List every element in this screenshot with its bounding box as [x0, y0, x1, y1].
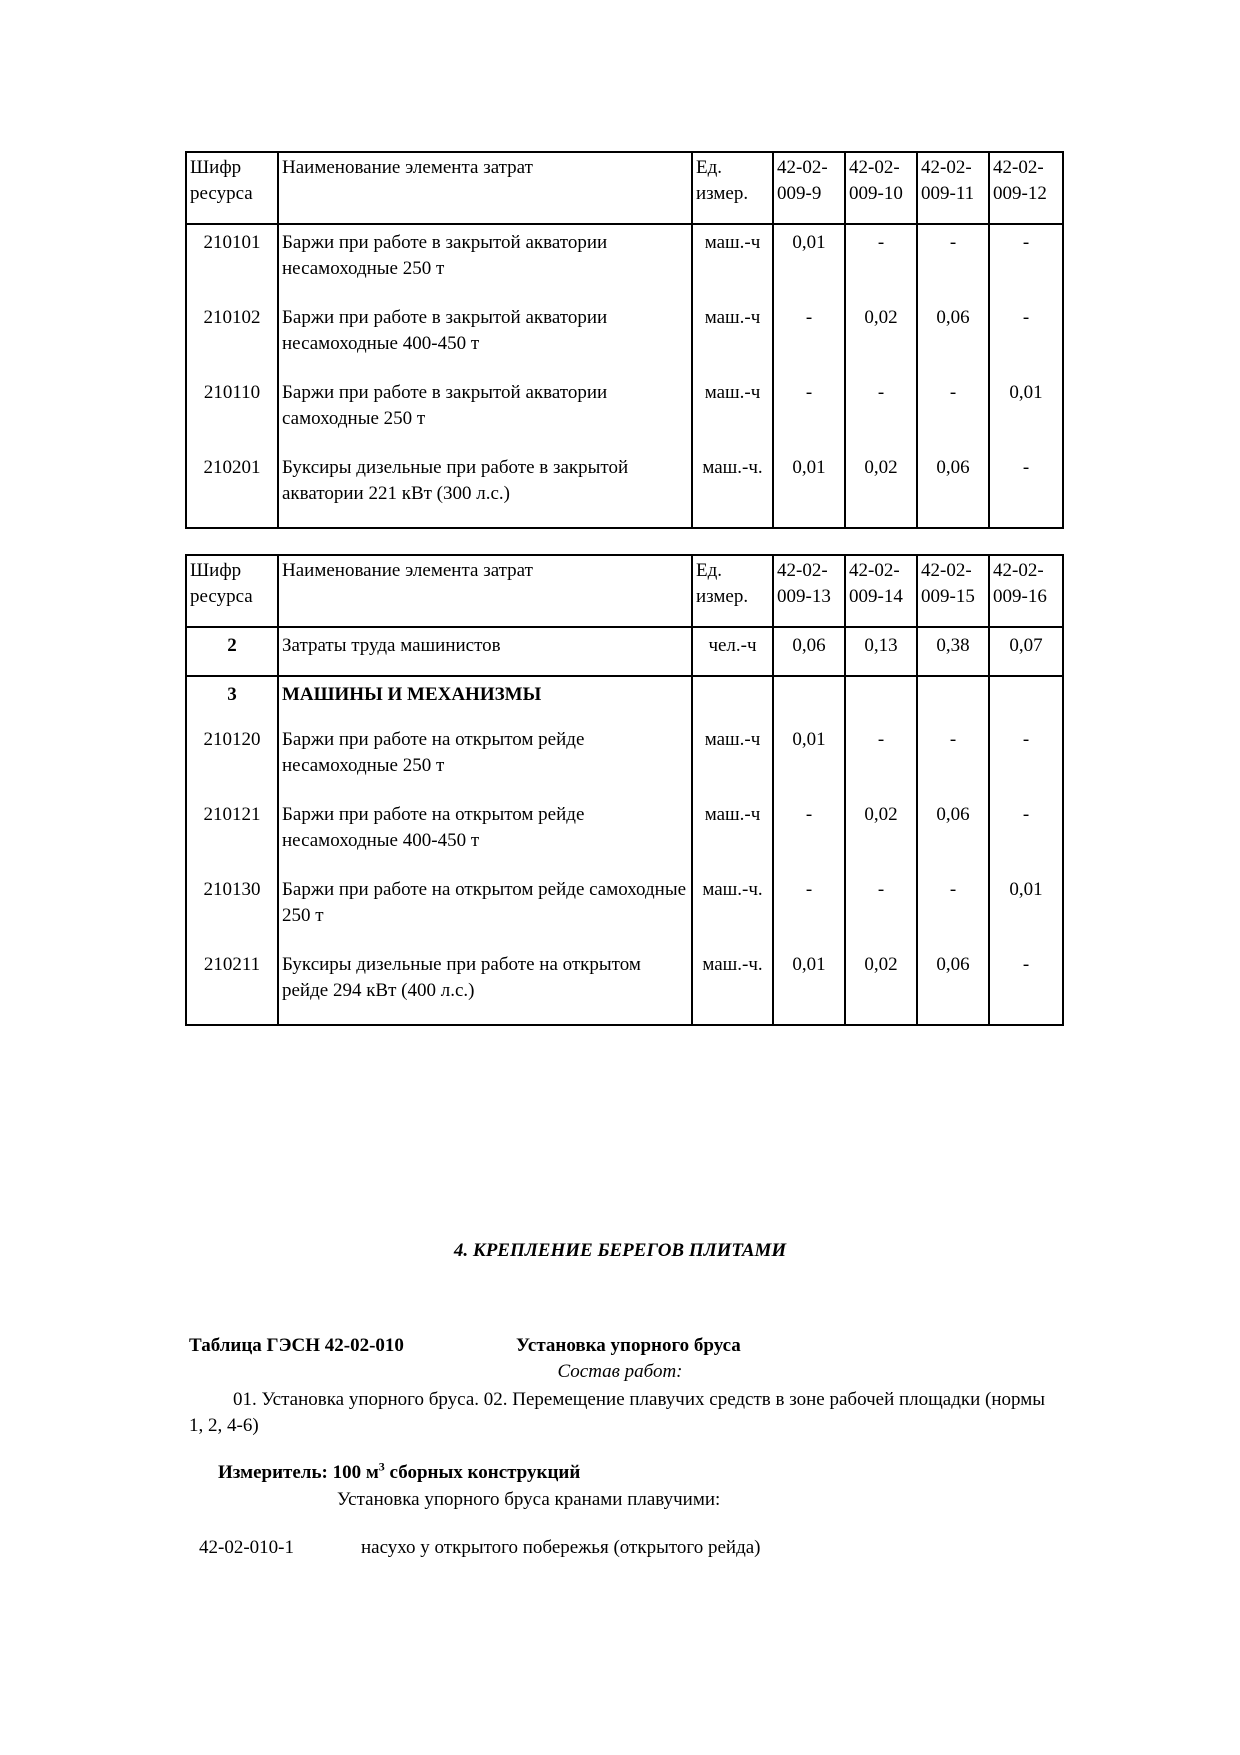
section-title: МАШИНЫ И МЕХАНИЗМЫ: [278, 676, 692, 722]
unit: маш.-ч: [692, 300, 773, 375]
norm-value: -: [773, 300, 845, 375]
norm-value: 0,13: [845, 627, 917, 676]
norm-value: -: [989, 224, 1063, 300]
norm-value: 0,01: [989, 872, 1063, 947]
table-row: [186, 947, 1063, 1025]
resource-name: Баржи при работе в закрытой акватории несамоходные 250 т: [278, 224, 692, 300]
norm-value: -: [845, 722, 917, 797]
norm-value: 0,06: [917, 797, 989, 872]
header-cell: Шифр ресурса: [186, 555, 278, 627]
norm-value: 0,06: [773, 627, 845, 676]
header-cell: Шифр ресурса: [186, 152, 278, 224]
unit: маш.-ч.: [692, 872, 773, 947]
header-cell: 42-02-009-15: [917, 555, 989, 627]
norm-value: 0,06: [917, 450, 989, 528]
unit: маш.-ч.: [692, 450, 773, 528]
norm-value: -: [773, 797, 845, 872]
header-cell: Ед. измер.: [692, 555, 773, 627]
resource-name: Буксиры дизельные при работе в закрытой акватории 221 кВт (300 л.с.): [278, 450, 692, 528]
resource-code: 2: [186, 627, 278, 676]
section-number: 3: [186, 676, 278, 722]
measure-unit-tail: сборных конструкций: [384, 1462, 581, 1483]
table-header-row: [186, 152, 1063, 224]
table-row: [186, 375, 1063, 450]
header-cell: 42-02-009-13: [773, 555, 845, 627]
unit: чел.-ч: [692, 627, 773, 676]
header-cell: 42-02-009-12: [989, 152, 1063, 224]
norm-value: 0,07: [989, 627, 1063, 676]
norm-code: 42-02-010-1: [199, 1537, 294, 1558]
resource-name: Баржи при работе на открытом рейде несамоходные 400-450 т: [278, 797, 692, 872]
resource-code: 210102: [186, 300, 278, 375]
norm-value: 0,01: [773, 947, 845, 1025]
header-cell: 42-02-009-11: [917, 152, 989, 224]
table-row: [186, 300, 1063, 375]
norm-value: -: [773, 375, 845, 450]
unit: маш.-ч: [692, 797, 773, 872]
resource-name: Баржи при работе на открытом рейде самоходные 250 т: [278, 872, 692, 947]
header-cell: 42-02-009-16: [989, 555, 1063, 627]
resource-code: 210120: [186, 722, 278, 797]
work-composition-text: 01. Установка упорного бруса. 02. Перемещение плавучих средств в зоне рабочей площадки (нормы 1, 2, 4-6): [189, 1389, 1046, 1436]
header-cell: 42-02-009-14: [845, 555, 917, 627]
norm-value: 0,38: [917, 627, 989, 676]
resource-name: Баржи при работе в закрытой акватории самоходные 250 т: [278, 375, 692, 450]
norm-table-1: [185, 151, 1064, 529]
resource-code: 210130: [186, 872, 278, 947]
resource-name: Затраты труда машинистов: [278, 627, 692, 676]
measure-unit-exponent: 3: [378, 1459, 385, 1474]
labor-row: [186, 627, 1063, 676]
resource-code: 210121: [186, 797, 278, 872]
norm-value: 0,02: [845, 300, 917, 375]
norm-value: -: [989, 300, 1063, 375]
resource-name: Баржи при работе на открытом рейде несамоходные 250 т: [278, 722, 692, 797]
norm-value: -: [989, 450, 1063, 528]
measure-unit: [218, 1460, 580, 1486]
resource-code: 210110: [186, 375, 278, 450]
norm-value: 0,01: [773, 722, 845, 797]
header-cell: Ед. измер.: [692, 152, 773, 224]
norm-value: -: [989, 722, 1063, 797]
norm-value: -: [845, 872, 917, 947]
installation-description: Установка упорного бруса кранами плавучими:: [337, 1489, 721, 1510]
norm-value: 0,02: [845, 450, 917, 528]
norm-value: 0,02: [845, 797, 917, 872]
table-row: [186, 872, 1063, 947]
section-heading: 4. КРЕПЛЕНИЕ БЕРЕГОВ ПЛИТАМИ: [453, 1240, 787, 1261]
header-cell: Наименование элемента затрат: [278, 555, 692, 627]
resource-name: Буксиры дизельные при работе на открытом рейде 294 кВт (400 л.с.): [278, 947, 692, 1025]
section-row: [186, 676, 1063, 722]
work-composition-label: Состав работ:: [557, 1361, 683, 1382]
norm-table-2: [185, 554, 1064, 1026]
measure-unit-text: Измеритель: 100 м: [218, 1462, 379, 1483]
norm-value: 0,01: [773, 450, 845, 528]
norm-description: насухо у открытого побережья (открытого рейда): [361, 1537, 761, 1558]
header-cell: Наименование элемента затрат: [278, 152, 692, 224]
table-row: [186, 722, 1063, 797]
norm-value: -: [845, 375, 917, 450]
table-row: [186, 797, 1063, 872]
norm-value: 0,02: [845, 947, 917, 1025]
norm-value: -: [989, 947, 1063, 1025]
header-cell: 42-02-009-9: [773, 152, 845, 224]
norm-value: -: [989, 797, 1063, 872]
table-title: Установка упорного бруса: [516, 1335, 741, 1356]
norm-value: -: [845, 224, 917, 300]
unit: маш.-ч: [692, 722, 773, 797]
unit: маш.-ч: [692, 224, 773, 300]
norm-value: 0,06: [917, 947, 989, 1025]
table-header-row: [186, 555, 1063, 627]
norm-value: -: [917, 872, 989, 947]
unit: маш.-ч.: [692, 947, 773, 1025]
unit: маш.-ч: [692, 375, 773, 450]
resource-code: 210101: [186, 224, 278, 300]
table-row: [186, 224, 1063, 300]
resource-code: 210211: [186, 947, 278, 1025]
norm-value: -: [917, 722, 989, 797]
norm-value: 0,01: [773, 224, 845, 300]
norm-value: 0,01: [989, 375, 1063, 450]
resource-name: Баржи при работе в закрытой акватории несамоходные 400-450 т: [278, 300, 692, 375]
norm-value: 0,06: [917, 300, 989, 375]
table-row: [186, 450, 1063, 528]
norm-value: -: [773, 872, 845, 947]
resource-code: 210201: [186, 450, 278, 528]
norm-value: -: [917, 375, 989, 450]
table-label: Таблица ГЭСН 42-02-010: [189, 1335, 404, 1356]
header-cell: 42-02-009-10: [845, 152, 917, 224]
norm-value: -: [917, 224, 989, 300]
